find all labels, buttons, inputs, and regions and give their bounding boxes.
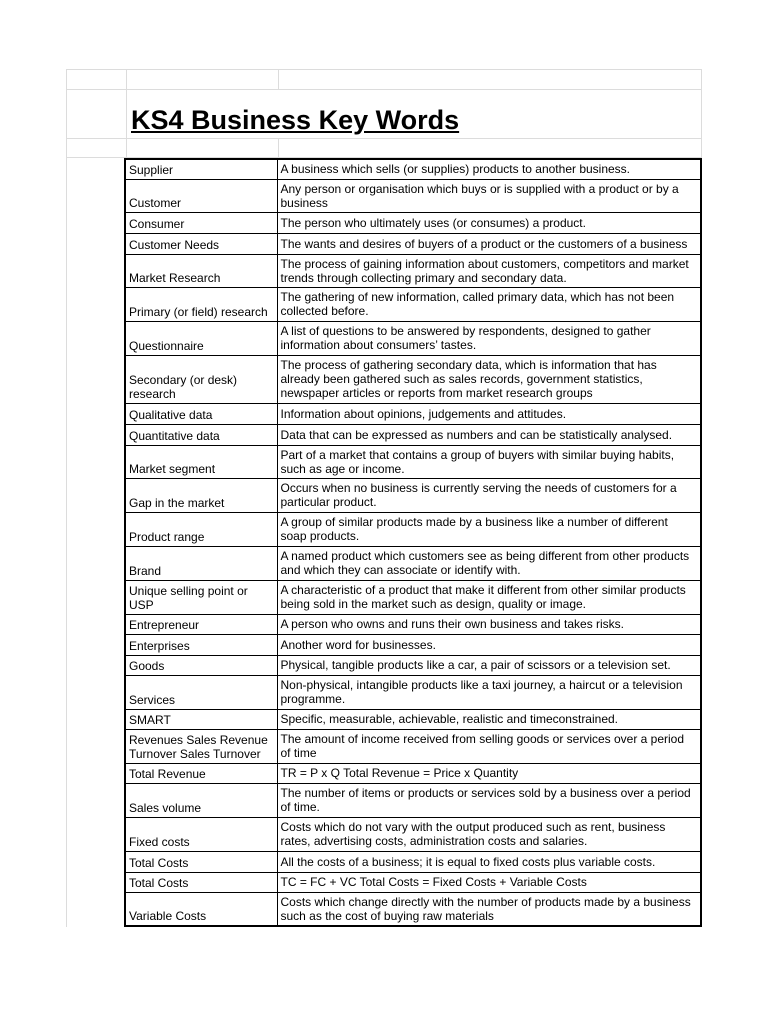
grid-cell <box>126 70 278 89</box>
key-word-term: Revenues Sales Revenue Turnover Sales Turnover <box>125 729 277 763</box>
title-cell <box>126 90 702 138</box>
empty-grid-row <box>66 139 702 158</box>
page-title: KS4 Business Key Words <box>131 105 460 135</box>
key-word-term: Product range <box>125 512 277 546</box>
key-word-definition: Any person or organisation which buys or is supplied with a product or by a business <box>277 179 701 212</box>
key-word-term: Qualitative data <box>125 403 277 424</box>
grid-cell <box>126 139 278 157</box>
table-row <box>125 763 701 783</box>
table-row <box>125 655 701 675</box>
key-word-definition: TC = FC + VC Total Costs = Fixed Costs + Variable Costs <box>277 872 701 892</box>
table-row <box>125 355 701 403</box>
key-word-definition: A group of similar products made by a business like a number of different soap products. <box>277 512 701 546</box>
table-row <box>125 445 701 478</box>
key-word-term: Market segment <box>125 445 277 478</box>
key-word-term: Supplier <box>125 159 277 179</box>
table-row <box>125 287 701 321</box>
row-gutter <box>66 158 124 927</box>
key-word-term: Market Research <box>125 254 277 287</box>
table-row <box>125 233 701 254</box>
key-word-definition: A list of questions to be answered by respondents, designed to gather information about consumers’ tastes. <box>277 321 701 355</box>
key-word-definition: Information about opinions, judgements and attitudes. <box>277 403 701 424</box>
key-word-definition: The person who ultimately uses (or consumes) a product. <box>277 212 701 233</box>
table-wrapper <box>66 158 702 927</box>
table-row <box>125 159 701 179</box>
key-word-definition: The gathering of new information, called primary data, which has not been collected before. <box>277 287 701 321</box>
key-word-term: Primary (or field) research <box>125 287 277 321</box>
key-word-term: Goods <box>125 655 277 675</box>
key-word-definition: Physical, tangible products like a car, a pair of scissors or a television set. <box>277 655 701 675</box>
key-word-term: Enterprises <box>125 634 277 655</box>
empty-grid-row <box>66 69 702 90</box>
key-word-definition: The number of items or products or services sold by a business over a period of time. <box>277 783 701 817</box>
key-word-definition: TR = P x Q Total Revenue = Price x Quantity <box>277 763 701 783</box>
grid-cell <box>278 139 702 157</box>
key-word-definition: A characteristic of a product that make it different from other similar products being sold in the market such as design, quality or image. <box>277 580 701 614</box>
key-words-table <box>124 158 702 927</box>
table-row <box>125 783 701 817</box>
key-word-term: Entrepreneur <box>125 614 277 634</box>
key-word-term: Quantitative data <box>125 424 277 445</box>
key-words-table-body <box>125 159 701 926</box>
key-word-definition: Non-physical, intangible products like a taxi journey, a haircut or a television programme. <box>277 675 701 709</box>
key-word-term: Customer Needs <box>125 233 277 254</box>
table-row <box>125 179 701 212</box>
key-word-term: Secondary (or desk) research <box>125 355 277 403</box>
grid-cell <box>66 70 126 89</box>
key-word-term: Questionnaire <box>125 321 277 355</box>
table-row <box>125 634 701 655</box>
table-row <box>125 851 701 872</box>
key-word-definition: A business which sells (or supplies) products to another business. <box>277 159 701 179</box>
table-row <box>125 614 701 634</box>
key-word-definition: Another word for businesses. <box>277 634 701 655</box>
key-word-definition: All the costs of a business; it is equal to fixed costs plus variable costs. <box>277 851 701 872</box>
title-grid-row <box>66 90 702 139</box>
table-row <box>125 512 701 546</box>
key-word-term: Brand <box>125 546 277 580</box>
key-word-term: Consumer <box>125 212 277 233</box>
key-word-term: Sales volume <box>125 783 277 817</box>
spreadsheet-page <box>66 69 702 927</box>
key-word-term: Unique selling point or USP <box>125 580 277 614</box>
table-row <box>125 709 701 729</box>
table-row <box>125 817 701 851</box>
key-word-definition: Specific, measurable, achievable, realistic and timeconstrained. <box>277 709 701 729</box>
key-word-definition: The process of gathering secondary data, which is information that has already been gathered such as sales records, government statistics, newspaper articles or reports from market research groups <box>277 355 701 403</box>
table-row <box>125 580 701 614</box>
key-word-term: Total Costs <box>125 872 277 892</box>
key-word-term: Total Costs <box>125 851 277 872</box>
grid-cell <box>66 90 126 138</box>
key-word-definition: A named product which customers see as being different from other products and which they can associate or identify with. <box>277 546 701 580</box>
table-row <box>125 212 701 233</box>
grid-cell <box>66 139 126 157</box>
table-row <box>125 872 701 892</box>
key-word-term: Total Revenue <box>125 763 277 783</box>
key-word-definition: The amount of income received from selling goods or services over a period of time <box>277 729 701 763</box>
key-word-term: Gap in the market <box>125 478 277 512</box>
key-word-term: Variable Costs <box>125 892 277 926</box>
key-word-definition: The wants and desires of buyers of a product or the customers of a business <box>277 233 701 254</box>
table-row <box>125 321 701 355</box>
key-word-definition: Costs which do not vary with the output produced such as rent, business rates, advertising costs, administration costs and salaries. <box>277 817 701 851</box>
key-word-definition: A person who owns and runs their own business and takes risks. <box>277 614 701 634</box>
key-word-definition: Data that can be expressed as numbers and can be statistically analysed. <box>277 424 701 445</box>
key-word-term: Fixed costs <box>125 817 277 851</box>
table-row <box>125 403 701 424</box>
table-row <box>125 892 701 926</box>
table-row <box>125 424 701 445</box>
grid-cell <box>278 70 702 89</box>
key-word-definition: Costs which change directly with the number of products made by a business such as the cost of buying raw materials <box>277 892 701 926</box>
key-word-definition: The process of gaining information about customers, competitors and market trends through collecting primary and secondary data. <box>277 254 701 287</box>
table-row <box>125 478 701 512</box>
table-row <box>125 546 701 580</box>
key-word-term: Customer <box>125 179 277 212</box>
table-row <box>125 254 701 287</box>
table-row <box>125 675 701 709</box>
table-row <box>125 729 701 763</box>
key-word-term: SMART <box>125 709 277 729</box>
key-word-definition: Part of a market that contains a group of buyers with similar buying habits, such as age or income. <box>277 445 701 478</box>
key-word-term: Services <box>125 675 277 709</box>
key-word-definition: Occurs when no business is currently serving the needs of customers for a particular product. <box>277 478 701 512</box>
